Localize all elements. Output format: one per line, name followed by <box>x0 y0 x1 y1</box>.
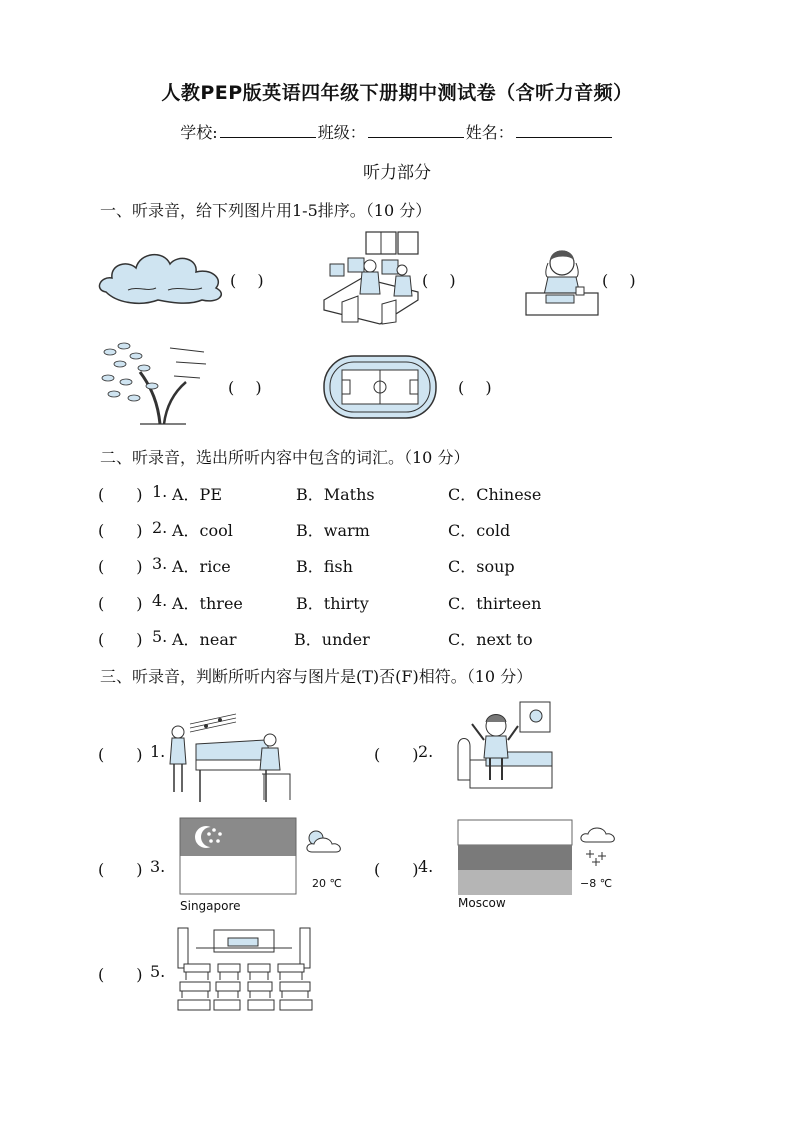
option-b[interactable]: B．warm <box>296 521 370 540</box>
computer-room-image <box>322 230 420 326</box>
answer-paren[interactable]: ( ) <box>98 630 143 649</box>
option-b[interactable]: B．thirty <box>296 594 369 613</box>
option-b[interactable]: B．under <box>294 630 370 649</box>
option-a[interactable]: A．near <box>172 630 237 649</box>
option-c[interactable]: C．soup <box>448 557 515 576</box>
answer-paren[interactable]: ( ) <box>98 521 143 540</box>
option-b[interactable]: B．Maths <box>296 485 375 504</box>
tf-number-1: 1. <box>150 742 166 761</box>
order-paren-1[interactable]: ( ) <box>230 271 264 290</box>
singapore-temp: 20 ℃ <box>312 877 342 890</box>
classroom-image <box>176 926 312 1016</box>
class-blank[interactable] <box>368 123 464 138</box>
class-label: 班级： <box>317 123 366 142</box>
moscow-label: Moscow <box>458 896 506 910</box>
tf-paren-1[interactable]: ( ) <box>98 745 143 764</box>
order-paren-3[interactable]: ( ) <box>602 271 636 290</box>
music-class-image <box>166 708 296 804</box>
question-number: 3. <box>152 554 168 573</box>
tf-number-2: 2. <box>418 742 434 761</box>
school-blank[interactable] <box>220 123 316 138</box>
name-blank[interactable] <box>516 123 612 138</box>
section3-heading: 三、听录音，判断所听内容与图片是(T)否(F)相符。（10 分） <box>100 667 533 686</box>
option-c[interactable]: C．Chinese <box>448 485 542 504</box>
tf-number-3: 3. <box>150 857 166 876</box>
tf-paren-5[interactable]: ( ) <box>98 965 143 984</box>
option-a[interactable]: A．rice <box>172 557 231 576</box>
cloudy-weather-icon <box>302 826 346 856</box>
option-a[interactable]: A．cool <box>172 521 233 540</box>
page-title: 人教PEP版英语四年级下册期中测试卷（含听力音频） <box>161 82 633 104</box>
option-c[interactable]: C．cold <box>448 521 511 540</box>
section2-heading: 二、听录音，选出所听内容中包含的词汇。（10 分） <box>100 448 470 467</box>
name-label: 姓名： <box>465 123 514 142</box>
playground-image <box>322 354 438 420</box>
student-info <box>0 120 794 143</box>
tf-number-4: 4. <box>418 857 434 876</box>
cloud-image <box>98 246 230 304</box>
option-a[interactable]: A．three <box>172 594 243 613</box>
boy-waking-image <box>456 700 556 794</box>
order-paren-5[interactable]: ( ) <box>458 378 492 397</box>
option-b[interactable]: B．fish <box>296 557 353 576</box>
part-title: 听力部分 <box>363 163 431 183</box>
moscow-temp: −8 ℃ <box>580 877 613 890</box>
answer-paren[interactable]: ( ) <box>98 594 143 613</box>
girl-at-desk-image <box>524 243 600 317</box>
question-number: 4. <box>152 591 168 610</box>
answer-paren[interactable]: ( ) <box>98 485 143 504</box>
tf-paren-3[interactable]: ( ) <box>98 860 143 879</box>
answer-paren[interactable]: ( ) <box>98 557 143 576</box>
windy-tree-image <box>100 338 208 426</box>
question-number: 2. <box>152 518 168 537</box>
tf-paren-2[interactable]: ( ) <box>374 745 419 764</box>
order-paren-4[interactable]: ( ) <box>228 378 262 397</box>
tf-paren-4[interactable]: ( ) <box>374 860 419 879</box>
option-a[interactable]: A．PE <box>172 485 223 504</box>
singapore-label: Singapore <box>180 899 241 913</box>
question-number: 1. <box>152 482 168 501</box>
option-c[interactable]: C．next to <box>448 630 533 649</box>
school-label: 学校: <box>180 123 218 142</box>
option-c[interactable]: C．thirteen <box>448 594 542 613</box>
section1-heading: 一、听录音，给下列图片用1-5排序。（10 分） <box>100 201 432 220</box>
order-paren-2[interactable]: ( ) <box>422 271 456 290</box>
moscow-flag-image <box>458 820 574 896</box>
question-number: 5. <box>152 627 168 646</box>
snowy-weather-icon <box>578 822 618 866</box>
singapore-flag-image <box>180 818 298 896</box>
tf-number-5: 5. <box>150 962 166 981</box>
